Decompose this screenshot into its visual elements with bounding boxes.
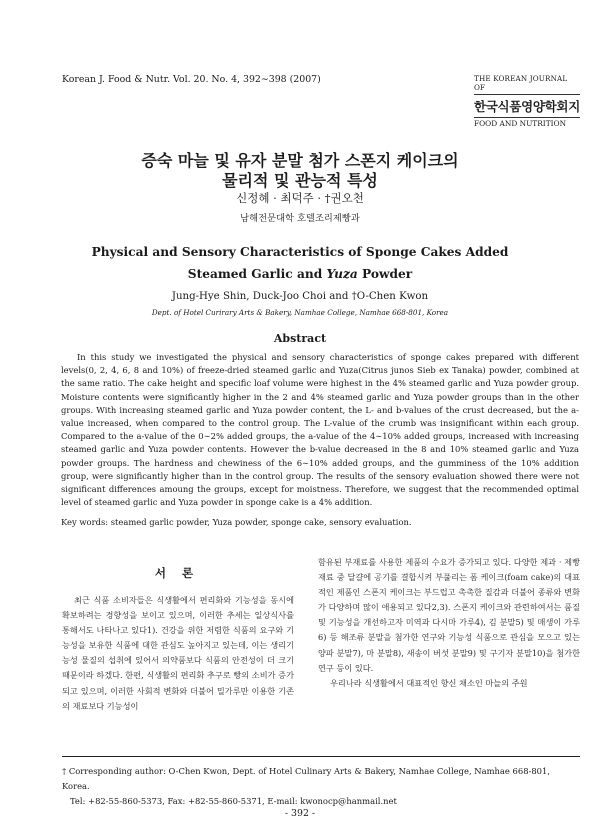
affiliation-ko: 남해전문대학 호텔조리제빵과 [240,213,360,224]
footnote-line1: † Corresponding author: O-Chen Kwon, Dept. of Hotel Culinary Arts & Bakery, Namhae College, Namhae 668-801, Korea. [62,766,550,791]
affiliation-en: Dept. of Hotel Curirary Arts & Bakery, Namhae College, Namhae 668-801, Korea [151,308,449,317]
section-heading-introduction: 서 론 [154,566,200,580]
intro-right-paragraph-1: 함유된 부재료를 사용한 제품의 수요가 증가되고 있다. 다양한 제과 · 제빵 재료 중 달걀에 공기를 결합시켜 부풀리는 폼 케이크(foam cake)의 대표적인 제품인 스폰지 케이크는 부드럽고 촉촉한 질감과 더불어 종류와 변화가 다양하며 많이 애용되고 있다2,3). 스폰지 케이크와 관련하여서는 품질 및 기능성을 개선하고자 미역과 다시마 가루4), 김 분말5) 및 매생이 가루6) 등 해조류 분말을 첨가한 연구와 기능성 식품으로 관심을 모으고 있는 양파 분말7), 마 분말8), 새송이 버섯 분말9) 및 구기자 분말10)을 첨가한 연구 등이 있다. [318,557,580,673]
abstract-body: In this study we investigated the physical and sensory characteristics of sponge cakes prepared with different levels(0, 2, 4, 6, 8 and 10%) of freeze-dried steamed garlic and Yuza(Citrus junos Sieb ex Tanaka) powder, combined at the same ratio. The cake height and specific loaf volume were highest in the 4% steamed garlic and Yuza powder group. Moisture contents were significantly higher in the 2 and 4% steamed garlic and Yuza powder groups than in the other groups. With increasing steamed garlic and Yuza powder content, the L- and b-values of the crust decreased, but the a-value increased, when compared to the control group. The L-value of the crumb was insignificant within each group. Compared to the a-value of the 0∼2% added groups, the a-value of the 4∼10% added groups, increased with increasing steamed garlic and Yuza powder contents. However the b-value decreased in the 8 and 10% steamed garlic and Yuza powder groups. The hardness and chewiness of the 6∼10% added groups, and the gumminess of the 10% addition group, were significantly higher than in the control group. The results of the sensory evaluation showed there were not significant differences amoung the groups, except for moistness. Therefore, we suggest that the recommended optimal level of steamed garlic and Yuza powder in sponge cake is a 4% addition. [61,352,579,508]
authors-ko: 신정혜 · 최덕주 · †권오천 [236,191,364,205]
journal-name-ko: 한국식품영양학회지 [474,99,580,114]
intro-right-paragraph-2: 우리나라 식생활에서 대표적인 향신 채소인 마늘의 주원 [330,677,528,688]
title-ko-line2: 물리적 및 관능적 특성 [222,171,378,190]
footnote-line2: Tel: +82-55-860-5373, Fax: +82-55-860-5371, E-mail: kwonocp@hanmail.net [70,796,397,806]
journal-rule [474,117,580,118]
journal-logo [474,74,580,128]
journal-citation: Korean J. Food & Nutr. Vol. 20. No. 4, 392∼398 (2007) [62,74,321,85]
journal-name-en-line1: THE KOREAN JOURNAL OF [474,74,568,92]
journal-name-en-line2: FOOD AND NUTRITION [474,119,567,128]
page-number: - 392 - [284,808,316,819]
title-en-line2: Steamed Garlic and Yuza Powder [187,267,413,281]
journal-rule [474,94,580,95]
footnote-divider [62,756,580,757]
keywords: Key words: steamed garlic powder, Yuza powder, sponge cake, sensory evaluation. [61,517,412,527]
title-en-line1: Physical and Sensory Characteristics of Sponge Cakes Added [91,245,509,259]
corresponding-author-footnote [62,764,580,809]
title-ko-line1: 증숙 마늘 및 유자 분말 첨가 스폰지 케이크의 [141,151,459,170]
intro-left-column: 최근 식품 소비자들은 식생활에서 편리화와 기능성을 동시에 확보하려는 경향성을 보이고 있으며, 이러한 추세는 일상식사를 통해서도 나타나고 있다1). 건강을 위한 저렴한 식품의 요구와 기능성을 보유한 식품에 대한 관심도 높아지고 있는데, 이는 생리기능성 물질의 섭취에 있어서 의약품보다 식품의 안전성이 더 크기 때문이라 하겠다. 한편, 식생활의 편리화 추구로 빵의 소비가 증가되고 있으며, 이러한 사회적 변화와 더불어 밀가루만 이용한 기존의 재료보다 기능성이 [62,595,294,711]
abstract-heading: Abstract [273,332,327,345]
authors-en: Jung-Hye Shin, Duck-Joo Choi and †O-Chen Kwon [171,291,429,302]
intro-right-column [318,555,580,691]
